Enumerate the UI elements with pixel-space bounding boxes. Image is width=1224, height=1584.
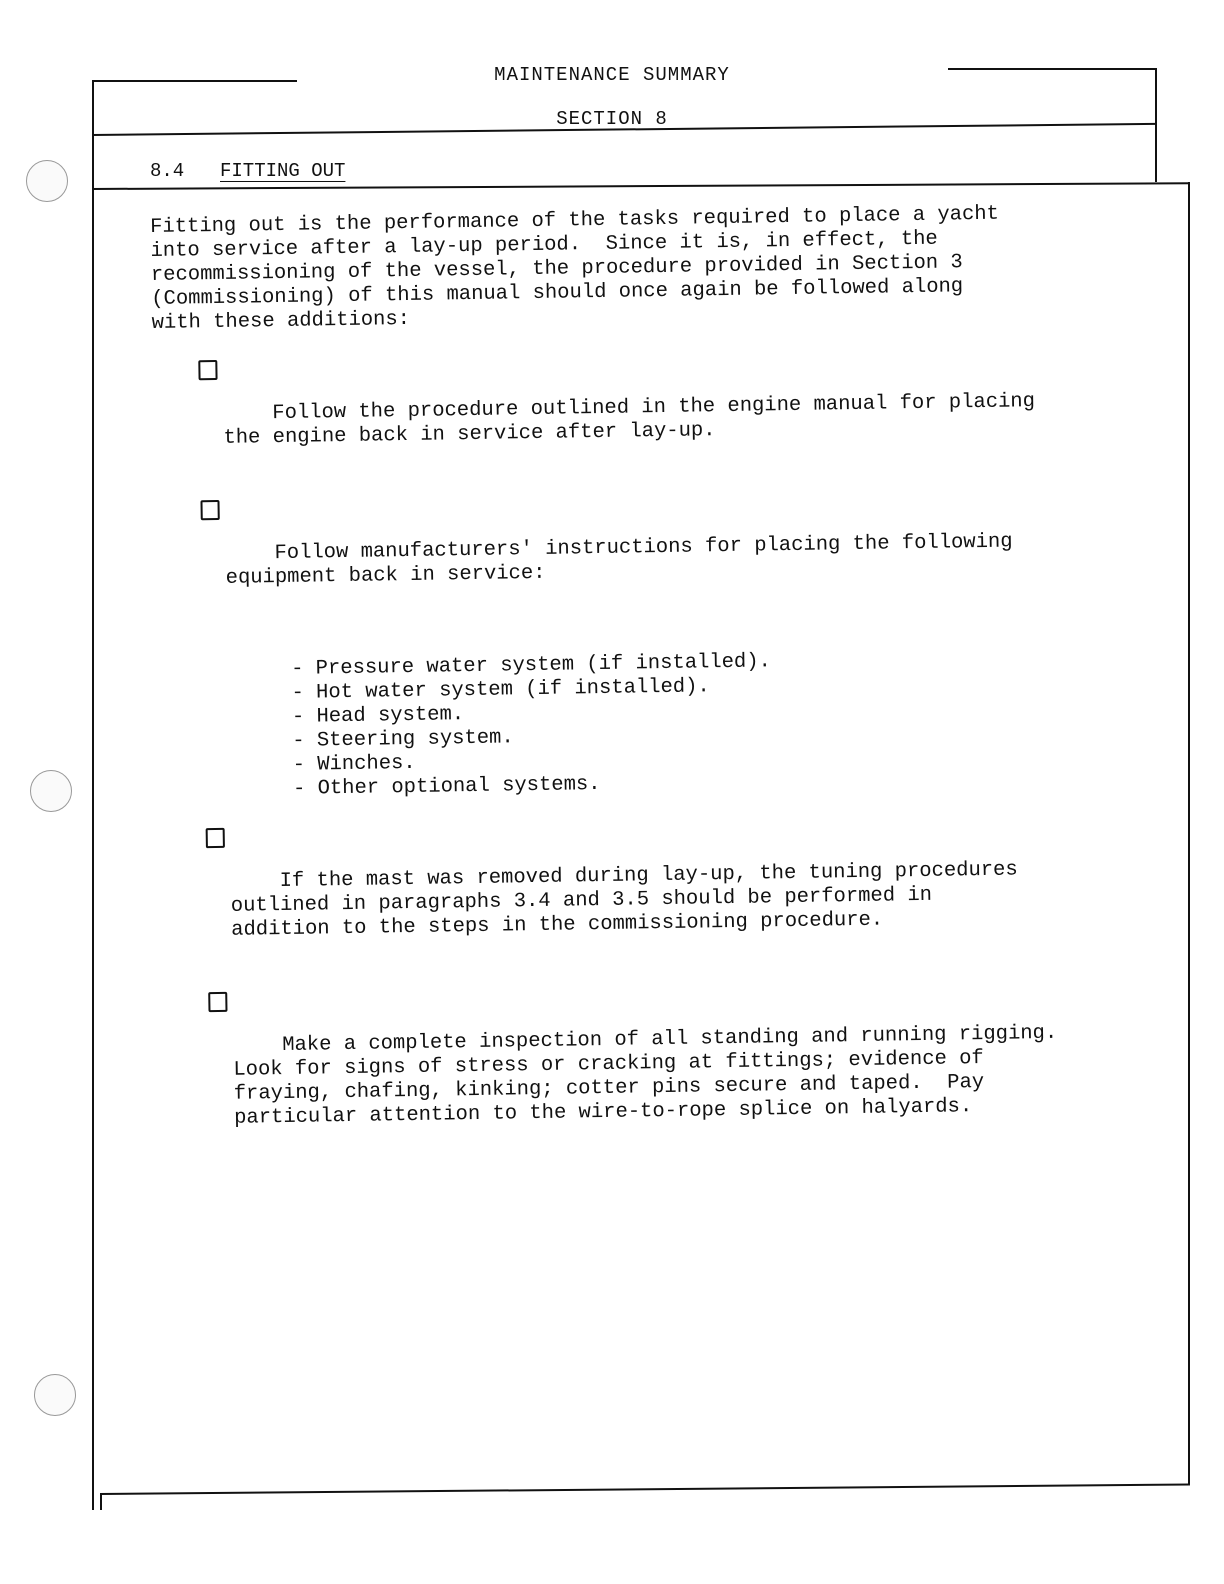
checklist-item (152, 341, 1139, 476)
binder-hole-top (26, 160, 68, 202)
checklist-item-text: Follow manufacturers' instructions for placing the following equipment back in service: (225, 530, 1013, 590)
checklist-item-text: If the mast was removed during lay-up, the tuning procedures outlined in paragraphs 3.4 and 3.5 should be performed in addition to the steps in the commissioning procedure. (230, 858, 1018, 942)
frame-bottom-left-stub (100, 1493, 102, 1510)
equipment-list-item: - Other optional systems. (292, 772, 601, 801)
binder-hole-middle (30, 770, 72, 812)
checkbox-icon[interactable] (206, 828, 225, 848)
document-title: MAINTENANCE SUMMARY (494, 64, 730, 86)
frame-bottom-border (100, 1483, 1190, 1495)
intro-paragraph: Fitting out is the performance of the tasks required to place a yacht into service after a lay-up period. Since it is, in effect, the recommissioning of the vessel, the procedure provided in Section 3 (Commissioning) of this manual should once again be followed along with these additions: (150, 202, 1000, 335)
section-title: SECTION 8 (556, 108, 668, 130)
checklist-item (162, 972, 1150, 1155)
subsection-divider-line (92, 182, 1190, 190)
binder-hole-bottom (34, 1374, 76, 1416)
equipment-list-item: - Head system. (291, 703, 465, 729)
checklist-item (160, 808, 1147, 967)
equipment-list-item: - Steering system. (292, 726, 514, 753)
equipment-list-item: - Hot water system (if installed). (291, 675, 710, 705)
equipment-list (157, 644, 1144, 803)
equipment-list-item: - Pressure water system (if installed). (290, 650, 772, 681)
equipment-list-item: - Winches. (292, 751, 416, 777)
subsection-title: FITTING OUT (220, 160, 346, 182)
frame-left-border (92, 80, 94, 1510)
checklist-item-text: Make a complete inspection of all standing and running rigging. Look for signs of stress or cracking at fittings; evidence of fraying, chafing, kinking; cotter pins secure and taped. Pay particular attention to the wire-to-rope splice on halyards. (233, 1021, 1058, 1130)
body-content (150, 201, 1150, 1176)
subsection-number: 8.4 (150, 160, 185, 182)
frame-right-border-lower (1188, 182, 1190, 1484)
checkbox-icon[interactable] (200, 500, 219, 520)
checkbox-icon[interactable] (208, 992, 227, 1012)
checkbox-icon[interactable] (198, 360, 217, 380)
checklist-item-text: Follow the procedure outlined in the engine manual for placing the engine back in service after lay-up. (223, 390, 1036, 450)
checklist-item (154, 480, 1141, 615)
